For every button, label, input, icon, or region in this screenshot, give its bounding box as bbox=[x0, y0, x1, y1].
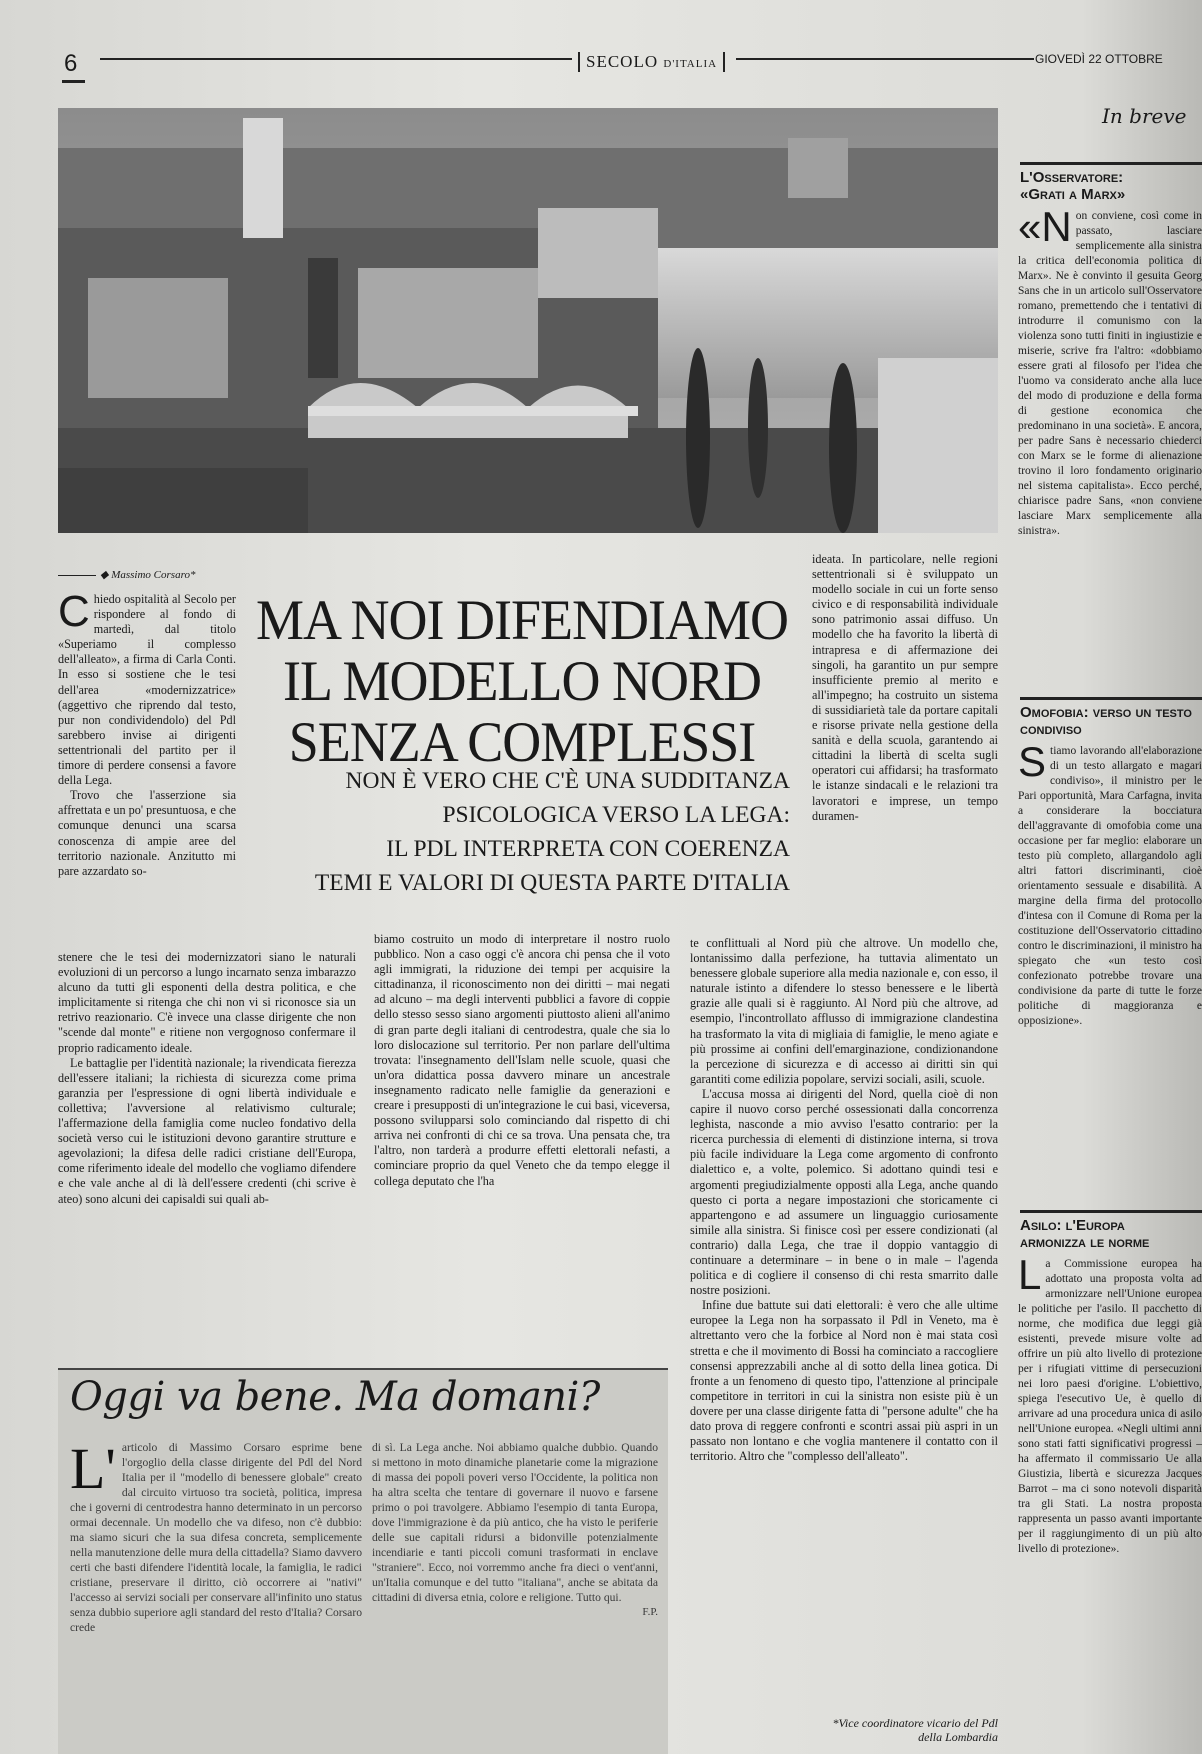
title-line: Asilo: l'Europa bbox=[1020, 1217, 1125, 1234]
sidebar-item-title bbox=[1020, 162, 1202, 203]
section-label: In breve bbox=[1102, 104, 1187, 128]
paragraph: Le battaglie per l'identità nazionale; la rivendicata fierezza dell'essere italiani; la richiesta di sicurezza come prima garanzia per l'espressione di ogni libertà individuale e collettiva; l'avversione al relativismo culturale; l'affermazione della famiglia come nucleo fondativo della società verso cui le istituzioni devono garantire strutture e agevolazioni; la difesa delle radici cristiane dell'Europa, come riferimento ideale del modello che vogliamo difendere e che vale anche al di là dell'essere credenti (chi scrive è ateo) sono alcuni dei capisaldi sui quali ab- bbox=[58, 1055, 356, 1206]
title-line: armonizza le norme bbox=[1020, 1234, 1150, 1251]
city-river-photo bbox=[58, 108, 998, 533]
drop-cap: C bbox=[58, 592, 90, 636]
page-number: 6 bbox=[62, 50, 85, 83]
paragraph: L'accusa mossa ai dirigenti del Nord, quella cioè di non capire il nuovo corso perché ossessionati dalla concorrenza leghista, nasconde a mio avviso l'esatto contrario: per la ricerca purchessia di elementi di distinzione interna, si trova più facile individuare la Lega come argomento di confronto dialettico e, a volte, polemico. Si adottano quindi tesi e argomenti pregiudizialmente opposti alla Lega, anche quando questo ci porta a negare impostazioni che storicamente ci appartengono e ad assumere un linguaggio curiosamente simile alla sinistra. Si finisce così per essere condizionati (al contrario) dalla Lega, che trae il doppio vantaggio di continuare a determinare – in bene o in male – l'agenda politica e di cogliere il consenso di chi resta smarrito dalle nostre posizioni. bbox=[690, 1086, 998, 1298]
article-column-3 bbox=[374, 932, 670, 1306]
paragraph: Trovo che l'asserzione sia affrettata e un po' presuntuosa, e che comunque denunci una scarsa conoscenza di ampie aree del territorio nazionale. Anzitutto mi pare azzardato so- bbox=[58, 788, 236, 878]
headline-line-1: MA NOI DIFENDIAMO bbox=[256, 588, 788, 652]
sidebar-item-title: Omofobia: verso un testo condiviso bbox=[1020, 697, 1202, 738]
paragraph bbox=[58, 592, 236, 788]
paragraph: on conviene, così come in passato, lasciare semplicemente alla sinistra la critica dell'economia politica di Marx». Ne è convinto il gesuita Georg Sans che in un articolo sull'Osservatore romano, premettendo che i tentativi di introdurre il comunismo con la violenza sono tutti finiti in ingiustizie e miserie, scrive fra l'altro: «dobbiamo essere grati al filosofo per l'idea che l'uomo va considerato anche alla luce del modo di produzione e della forma di gestione economica che predominano in una società». E ancora, per padre Sans è necessario chiederci con Marx se le forme di alienazione trovino il loro fondamento originario nel sistema capitalista». Ecco perché, chiarisce padre Sans, «non conviene lasciare Marx semplicemente alla sinistra». bbox=[1018, 210, 1202, 537]
drop-cap: L' bbox=[70, 1440, 116, 1501]
article-column-2 bbox=[58, 950, 356, 1306]
paragraph: biamo costruito un modo di interpretare il nostro ruolo pubblico. Non a caso oggi c'è ancora chi pensa che il voto agli immigrati, la riduzione dei tempi per acquisire la cittadinanza, il riconoscimento non dei diritti – mai negati ad alcuno – ma degli interventi pubblici a favore di coppie dello stesso sesso siano argomenti piuttosto alieni all'animo di gran parte degli italiani di centrodestra, quale che sia lo loro dislocazione sul territorio. Per non parlare dell'ultima trovata: l'insegnamento dell'Islam nelle scuole, quasi che un'ora didattica possa davvero minare un ancestrale insegnamento radicato nelle famiglie da generazioni e creare i presupposti di un'integrazione le cui basi, viceversa, possono svilupparsi solo cominciando dal rispetto di chi arriva nei confronti di chi ce sa trova. Una pensata che, tra l'altro, non tarderà a produrre effetti elettorali nefasti, a cominciare proprio da quel Veneto che da tempo elegge il collega deputato che l'ha bbox=[374, 932, 670, 1188]
subhead-line-4: TEMI E VALORI DI QUESTA PARTE D'ITALIA bbox=[314, 870, 790, 896]
footnote-line: *Vice coordinatore vicario del Pdl bbox=[832, 1716, 998, 1730]
header-rule-right bbox=[736, 58, 1034, 60]
title-line: L'Osservatore: bbox=[1020, 169, 1124, 186]
article-column-5 bbox=[690, 936, 998, 1706]
byline: ◆ Massimo Corsaro* bbox=[58, 568, 195, 581]
editorial-column-2 bbox=[372, 1440, 658, 1746]
paragraph: te conflittuali al Nord più che altrove. Un modello che, lontanissimo dalla perfezione, ha tuttavia alimentato un benessere globale superiore alla media nazionale e, con esso, il naturale istinto a difendere lo stesso benessere e le libertà grazie alle quali si è raggiunto. Al Nord più che altrove, ad esempio, l'incontrollato afflusso di immigrazione clandestina ha trasformato la vita di migliaia di famiglie, le meno agiate e più prossime ai confini dell'emarginazione, condizionandone la percezione di sicurezza e di accesso ai diritti sin qui garantiti come edilizia popolare, servizi sociali, asili, scuole. bbox=[690, 936, 998, 1086]
issue-date: GIOVEDÌ 22 OTTOBRE bbox=[1035, 52, 1163, 66]
drop-cap: L bbox=[1018, 1251, 1042, 1298]
headline bbox=[248, 590, 796, 773]
editorial-title: Oggi va bene. Ma domani? bbox=[70, 1374, 600, 1420]
article-column-1 bbox=[58, 592, 236, 950]
drop-cap: S bbox=[1018, 744, 1047, 785]
paragraph: ideata. In particolare, nelle regioni settentrionali si è sviluppato un modello sociale in cui un forte senso civico e di responsabilità individuale sono patrimonio assai diffuso. Un modello che ha favorito la libertà di intrapresa e di affermazione dei singoli, ha garantito un pur sempre insufficiente premio al merito e all'impegno; ha costruito un sistema di sussidiarietà tale da portare capitali e risorse private nella gestione della sanità e della scuola, garantendo ai cittadini la libertà di scelta sugli operatori cui affidarsi; ha trasformato le istanze sindacali e le relazioni tra lavoratori e imprese, un tempo duramen- bbox=[812, 552, 998, 823]
subhead-line-1: NON È VERO CHE C'È UNA SUDDITANZA bbox=[345, 768, 790, 794]
subheadline bbox=[248, 764, 790, 900]
editorial-box-rule bbox=[58, 1368, 668, 1370]
masthead bbox=[578, 52, 725, 72]
paragraph: articolo di Massimo Corsaro esprime bene l'orgoglio della classe dirigente del Pdl del Nord Italia per il "modello di benessere globale" creato dal circuito virtuoso tra società, politica, impresa che i governi di centrodestra hanno determinato in un percorso ormai decennale. Un modello che va difeso, non c'è dubbio: ma siamo sicuri che la sua difesa concreta, semplicemente nella manutenzione delle mura della cittadella? Siamo davvero certi che basti difendere l'identità locale, la famiglia, le radici cristiane, preservare il diritto, ciò occorrere ai "nativi" l'accesso ai servizi sociali per conservare all'infinito uno status senza dubbio superiore agli standard del resto d'Italia? Corsaro crede bbox=[70, 1441, 362, 1634]
sidebar-item-text bbox=[1018, 1251, 1202, 1557]
sidebar-item-text bbox=[1018, 744, 1202, 1196]
paragraph: tiamo lavorando all'elaborazione di un testo allargato e magari condiviso», il ministro per le Pari opportunità, Mara Carfagna, invita a considerare la bocciatura dell'aggravante di omofobia come una occasione per far meglio: elaborare un testo più completo, allargandolo agli altri fattori discriminanti, cioè orientamento sessuale e disabilità. A margine della firma del protocollo d'intesa con il Comune di Roma per la costituzione dell'Osservatorio cittadino contro le discriminazioni, il ministro ha spiegato che «un testo così confezionato potrebbe trovare una condivisione da parte di tutte le forze politiche di maggioranza e opposizione». bbox=[1018, 745, 1202, 1027]
sidebar-item-text bbox=[1018, 209, 1202, 683]
paragraph: di sì. La Lega anche. Noi abbiamo qualche dubbio. Quando si mettono in moto dinamiche planetarie come la migrazione di massa dei popoli poveri verso l'Occidente, la politica non ha altra scelta che tentare di governare il nuovo e farsene primo o poi travolgere. Abbiamo l'esempio di tanta Europa, dove l'immigrazione è da più antico, che ha visto le periferie delle sue capitali ridursi a bidonville potenzialmente incendiarie e tanti piccoli comuni trasformati in enclave "straniere". Ecco, noi vorremmo anche fra dieci o vent'anni, un'Italia comunque e del tutto "italiana", anche se abitata da cittadini di diversa etnia, colore e religione. Tutto qui. bbox=[372, 1441, 658, 1604]
paragraph: stenere che le tesi dei modernizzatori siano le naturali evoluzioni di un percorso a lungo incarnato senza imbarazzo alcuno da tutti gli esponenti della destra politica, e che implicitamente si ritenga che chi non vi si riconosce sia un retrivo reazionario. C'è invece una classe dirigente che non "scende dal monte" e ritiene non vergognoso confermare il proprio radicamento ideale. bbox=[58, 950, 356, 1055]
sidebar-item-title bbox=[1020, 1210, 1202, 1251]
article-column-4 bbox=[812, 552, 998, 936]
footnote-line: della Lombardia bbox=[918, 1730, 998, 1744]
headline-line-2: IL MODELLO NORD bbox=[283, 649, 761, 713]
subhead-line-2: PSICOLOGICA VERSO LA LEGA: bbox=[442, 802, 790, 828]
subhead-line-3: IL PDL INTERPRETA CON COERENZA bbox=[386, 836, 790, 862]
masthead-main: SECOLO bbox=[586, 52, 659, 71]
author-footnote bbox=[700, 1716, 998, 1744]
drop-cap: «N bbox=[1018, 209, 1072, 250]
paragraph: Infine due battute sui dati elettorali: è vero che alle ultime europee la Lega non ha sorpassato il Pdl in Veneto, ma è altrettanto vero che la forbice al Nord non è mai stata così stretta e che il movimento di Bossi ha cominciato a raccogliere consensi apprezzabili anche al di sotto della linea gotica. Di fronte a un fenomeno di questo tipo, l'attenzione al principale competitore in territori in cui la sinistra non esiste più è un dovere per una classe dirigente fatta di "persone adulte" che ha dato prova di reggere confronti e scontri assai più aspri in un passato non lontano e che voglia mantenere il contatto con il territorio. Altro che "complesso dell'alleato". bbox=[690, 1298, 998, 1464]
paragraph-text: hiedo ospitalità al Secolo per rispondere al fondo di martedì, dal titolo «Superiamo il complesso dell'alleato», a firma di Carla Conti. In esso si sostiene che le tesi dell'area «modernizzatrice» (aggettivo che riprendo dal testo, pur non condividendolo) del Pdl sarebbero invise ai dirigenti settentrionali del partito per il timore di perdere consensi a favore della Lega. bbox=[58, 592, 236, 788]
sidebar bbox=[1018, 118, 1202, 1754]
headline-line-3: SENZA COMPLESSI bbox=[288, 710, 756, 774]
editorial-column-1 bbox=[70, 1440, 362, 1746]
title-line: «Grati a Marx» bbox=[1020, 186, 1126, 203]
header-rule-left bbox=[100, 58, 572, 60]
signoff: F.P. bbox=[642, 1606, 658, 1618]
masthead-small: D'ITALIA bbox=[663, 58, 718, 70]
paragraph: a Commissione europea ha adottato una proposta volta ad armonizzare nell'Unione europea le politiche per l'asilo. Il pacchetto di norme, che modifica due leggi già esistenti, prevede misure volte ad offrire un più alto livello di protezione per i rifugiati vittime di persecuzioni nei loro paesi d'origine. L'obiettivo, spiega l'esecutivo Ue, è quello di arrivare ad una procedura unica di asilo nell'Unione europea. «Negli ultimi anni sono stati fatti significativi progressi – ha affermato il commissario Ue alla Giustizia, libertà e sicurezza Jacques Barrot – ma ci sono notevoli disparità tra gli Stati. La nostra proposta rappresenta un passo avanti importante per il raggiungimento di un più alto livello di protezione». bbox=[1018, 1258, 1202, 1555]
